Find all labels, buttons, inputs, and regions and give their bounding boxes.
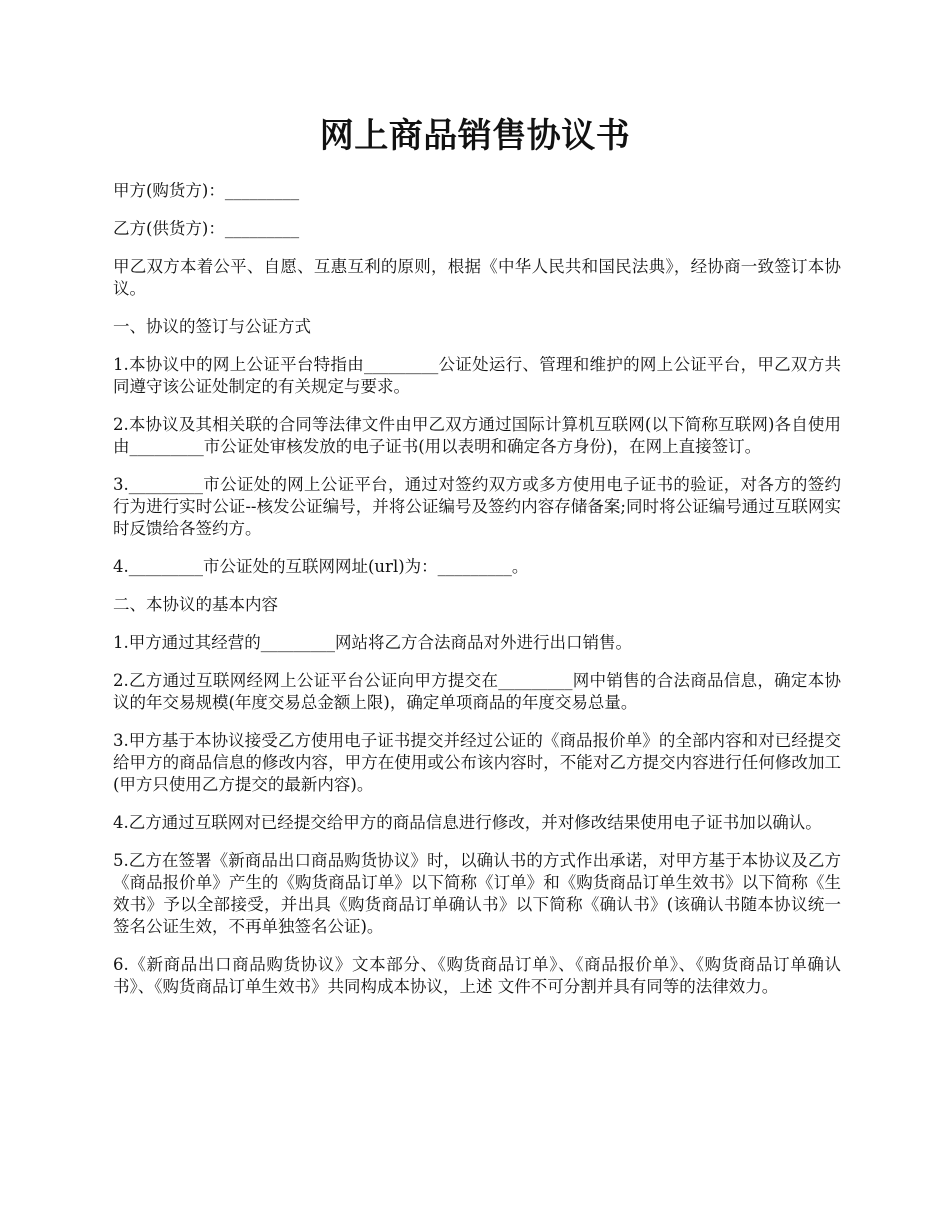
clause-1-2: 2.本协议及其相关联的合同等法律文件由甲乙双方通过国际计算机互联网(以下简称互联网)各自使用由_________市公证处审核发放的电子证书(用以表明和确定各方身份)，在网上直接签订。 xyxy=(113,415,841,456)
clause-1-3: 3._________市公证处的网上公证平台，通过对签约双方或多方使用电子证书的验证，对各方的签约行为进行实时公证--核发公证编号，并将公证编号及签约内容存储备案;同时将公证编号通过互联网实时反馈给各签约方。 xyxy=(113,475,841,538)
clause-2-4: 4.乙方通过互联网对已经提交给甲方的商品信息进行修改，并对修改结果使用电子证书加以确认。 xyxy=(113,813,822,832)
section-heading-content: 二、本协议的基本内容 xyxy=(113,595,278,614)
document-body xyxy=(113,180,841,1014)
clause-2-6: 6.《新商品出口商品购货协议》文本部分、《购货商品订单》、《商品报价单》、《购货商品订单确认书》、《购货商品订单生效书》共同构成本协议，上述 文件不可分割并具有同等的法律效力。 xyxy=(113,955,841,996)
clause-2-1: 1.甲方通过其经营的_________网站将乙方合法商品对外进行出口销售。 xyxy=(113,633,632,652)
party-b-line: 乙方(供货方)：_________ xyxy=(113,219,300,238)
preamble-paragraph: 甲乙双方本着公平、自愿、互惠互利的原则，根据《中华人民共和国民法典》，经协商一致签订本协议。 xyxy=(113,257,841,298)
document-title: 网上商品销售协议书 xyxy=(319,116,631,156)
section-heading-signing: 一、协议的签订与公证方式 xyxy=(113,317,311,336)
clause-1-4: 4._________市公证处的互联网网址(url)为：_________。 xyxy=(113,557,529,576)
clause-1-1: 1.本协议中的网上公证平台特指由_________公证处运行、管理和维护的网上公证平台，甲乙双方共同遵守该公证处制定的有关规定与要求。 xyxy=(113,355,841,396)
clause-2-5: 5.乙方在签署《新商品出口商品购货协议》时，以确认书的方式作出承诺，对甲方基于本协议及乙方《商品报价单》产生的《购货商品订单》以下简称《订单》和《购货商品订单生效书》以下简称《生效书》予以全部接受，并出具《购货商品订单确认书》以下简称《确认书》(该确认书随本协议统一签名公证生效，不再单独签名公证)。 xyxy=(113,851,841,936)
party-a-line: 甲方(购货方)：_________ xyxy=(113,181,300,200)
clause-2-3: 3.甲方基于本协议接受乙方使用电子证书提交并经过公证的《商品报价单》的全部内容和对已经提交给甲方的商品信息的修改内容，甲方在使用或公布该内容时，不能对乙方提交内容进行任何修改加工(甲方只使用乙方提交的最新内容)。 xyxy=(113,731,841,794)
clause-2-2: 2.乙方通过互联网经网上公证平台公证向甲方提交在_________网中销售的合法商品信息，确定本协议的年交易规模(年度交易总金额上限)，确定单项商品的年度交易总量。 xyxy=(113,671,841,712)
